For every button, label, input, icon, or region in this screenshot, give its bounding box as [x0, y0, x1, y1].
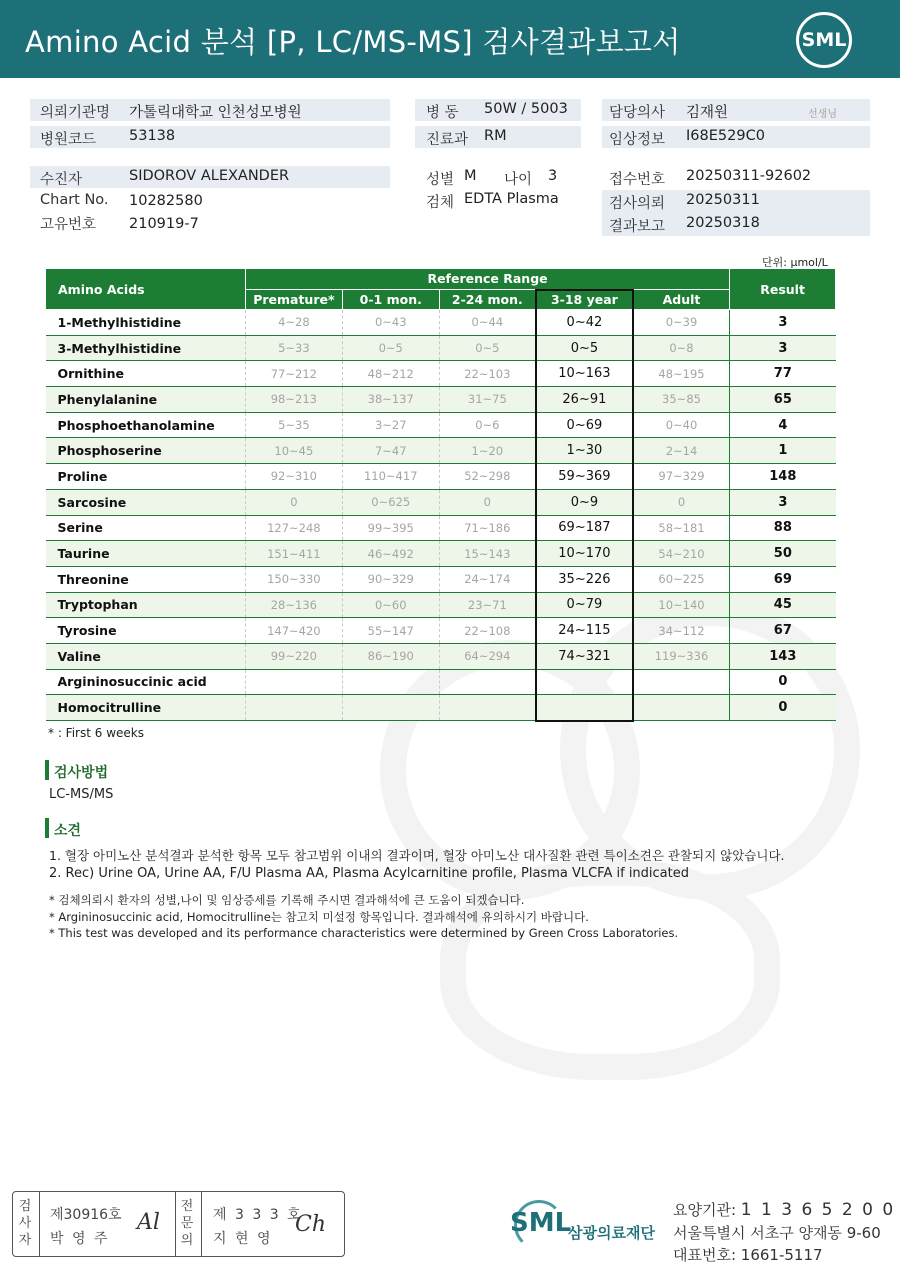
- col-reference-range: Reference Range: [245, 269, 729, 290]
- cell-ref-0-1-mon: 0~43: [342, 310, 439, 336]
- table-row: [46, 464, 836, 490]
- cell-ref-premature: [245, 669, 342, 695]
- cell-ref-0-1-mon: 0~60: [342, 592, 439, 618]
- cell-ref-3-18-year: 26~91: [536, 387, 633, 413]
- cell-ref-3-18-year: 0~42: [536, 310, 633, 336]
- signature-box: [12, 1191, 345, 1257]
- cell-ref-premature: [245, 695, 342, 721]
- specialist-name: 지 현 영: [213, 1231, 273, 1247]
- cell-result: 77: [730, 361, 836, 387]
- hospital-code-label: 병원코드: [40, 132, 97, 148]
- cell-result: 3: [730, 335, 836, 361]
- unique-no-label: 고유번호: [40, 217, 97, 233]
- ward-value: 50W / 5003: [484, 101, 568, 117]
- cell-result: 67: [730, 618, 836, 644]
- cell-ref-2-24-mon: 0: [439, 489, 536, 515]
- cell-name: Phosphoserine: [46, 438, 246, 464]
- cell-result: 0: [730, 669, 836, 695]
- table-row: [46, 438, 836, 464]
- cell-ref-2-24-mon: 0~5: [439, 335, 536, 361]
- sex-value: M: [464, 168, 477, 184]
- cell-ref-adult: 0: [633, 489, 730, 515]
- cell-ref-0-1-mon: 110~417: [342, 464, 439, 490]
- report-date-value: 20250318: [686, 215, 760, 231]
- cell-name: Phosphoethanolamine: [46, 412, 246, 438]
- footer-org-name: 삼광의료재단: [568, 1224, 655, 1242]
- col-premature: Premature*: [245, 290, 342, 310]
- cell-ref-premature: 92~310: [245, 464, 342, 490]
- cell-result: 69: [730, 566, 836, 592]
- cell-ref-0-1-mon: 38~137: [342, 387, 439, 413]
- request-label: 검사의뢰: [609, 196, 666, 212]
- cell-ref-premature: 77~212: [245, 361, 342, 387]
- cell-name: Argininosuccinic acid: [46, 669, 246, 695]
- divider: [175, 1192, 176, 1256]
- method-text: LC-MS/MS: [49, 787, 114, 802]
- doctor-value: 김재원: [686, 105, 729, 121]
- table-row: [46, 592, 836, 618]
- cell-ref-3-18-year: [536, 669, 633, 695]
- table-row: [46, 489, 836, 515]
- cell-ref-0-1-mon: 7~47: [342, 438, 439, 464]
- cell-ref-2-24-mon: 22~108: [439, 618, 536, 644]
- col-amino-acids: Amino Acids: [46, 269, 246, 310]
- sml-logo: [796, 12, 852, 68]
- cell-ref-adult: 35~85: [633, 387, 730, 413]
- cell-ref-premature: 151~411: [245, 541, 342, 567]
- table-row: [46, 669, 836, 695]
- report-title: Amino Acid 분석 [P, LC/MS-MS] 검사결과보고서: [25, 25, 681, 59]
- cell-ref-2-24-mon: 52~298: [439, 464, 536, 490]
- cell-ref-adult: 54~210: [633, 541, 730, 567]
- request-value: 20250311: [686, 192, 760, 208]
- cell-ref-adult: 0~40: [633, 412, 730, 438]
- specialist-number: 제 3 3 3 호: [213, 1207, 303, 1223]
- cell-ref-0-1-mon: 55~147: [342, 618, 439, 644]
- footer-address: 서울특별시 서초구 양재동 9-60: [673, 1224, 881, 1242]
- cell-name: Valine: [46, 643, 246, 669]
- cell-ref-premature: 5~33: [245, 335, 342, 361]
- examiner-label: 검 사 자: [18, 1199, 32, 1248]
- cell-ref-0-1-mon: 90~329: [342, 566, 439, 592]
- receipt-value: 20250311-92602: [686, 168, 812, 184]
- cell-ref-adult: 2~14: [633, 438, 730, 464]
- footer-phone: 1661-5117: [740, 1246, 823, 1264]
- table-row: [46, 541, 836, 567]
- cell-result: 143: [730, 643, 836, 669]
- note-1: * 검체의뢰시 환자의 성별,나이 및 임상증세를 기록해 주시면 결과해석에 큰 도움이 되겠습니다.: [49, 893, 525, 907]
- sml-logo-text: SML: [801, 29, 847, 51]
- cell-ref-0-1-mon: 99~395: [342, 515, 439, 541]
- specialist-label: 전 문 의: [180, 1199, 194, 1248]
- cell-ref-adult: 97~329: [633, 464, 730, 490]
- table-row: [46, 361, 836, 387]
- cell-result: 50: [730, 541, 836, 567]
- cell-result: 65: [730, 387, 836, 413]
- opinion-title: 소견: [54, 823, 82, 839]
- cell-name: Ornithine: [46, 361, 246, 387]
- cell-ref-adult: 10~140: [633, 592, 730, 618]
- age-value: 3: [548, 168, 558, 184]
- cell-ref-3-18-year: 35~226: [536, 566, 633, 592]
- opinion-bar: [45, 818, 49, 838]
- cell-ref-3-18-year: 0~69: [536, 412, 633, 438]
- cell-ref-2-24-mon: [439, 695, 536, 721]
- cell-ref-2-24-mon: 64~294: [439, 643, 536, 669]
- cell-name: Homocitrulline: [46, 695, 246, 721]
- cell-ref-3-18-year: 59~369: [536, 464, 633, 490]
- cell-ref-premature: 99~220: [245, 643, 342, 669]
- cell-ref-3-18-year: 0~9: [536, 489, 633, 515]
- cell-name: Taurine: [46, 541, 246, 567]
- institution-label: 의뢰기관명: [40, 105, 111, 121]
- cell-ref-adult: 119~336: [633, 643, 730, 669]
- cell-ref-3-18-year: 1~30: [536, 438, 633, 464]
- cell-ref-0-1-mon: [342, 669, 439, 695]
- table-row: [46, 310, 836, 336]
- cell-result: 88: [730, 515, 836, 541]
- chart-no-value: 10282580: [129, 193, 203, 209]
- ward-label: 병 동: [426, 105, 459, 121]
- table-row: [46, 335, 836, 361]
- cell-result: 148: [730, 464, 836, 490]
- cell-ref-2-24-mon: 15~143: [439, 541, 536, 567]
- cell-ref-3-18-year: 0~5: [536, 335, 633, 361]
- department-label: 진료과: [426, 132, 469, 148]
- cell-name: Tyrosine: [46, 618, 246, 644]
- footer-code-row: [673, 1199, 895, 1220]
- cell-result: 0: [730, 695, 836, 721]
- cell-ref-0-1-mon: 86~190: [342, 643, 439, 669]
- table-row: [46, 412, 836, 438]
- cell-ref-adult: 58~181: [633, 515, 730, 541]
- col-0-1-mon: 0-1 mon.: [342, 290, 439, 310]
- opinion-line-1: 1. 혈장 아미노산 분석결과 분석한 항목 모두 참고범위 이내의 결과이며, 혈장 아미노산 대사질환 관련 특이소견은 관찰되지 않았습니다.: [49, 848, 785, 863]
- cell-ref-3-18-year: 0~79: [536, 592, 633, 618]
- col-adult: Adult: [633, 290, 730, 310]
- cell-name: Phenylalanine: [46, 387, 246, 413]
- cell-name: Threonine: [46, 566, 246, 592]
- examiner-name: 박 영 주: [50, 1231, 110, 1247]
- cell-result: 3: [730, 310, 836, 336]
- cell-ref-0-1-mon: 0~5: [342, 335, 439, 361]
- department-value: RM: [484, 128, 507, 144]
- hospital-code-value: 53138: [129, 128, 176, 144]
- examiner-number: 제30916호: [50, 1207, 122, 1223]
- doctor-suffix: 선생님: [808, 109, 837, 120]
- report-date-label: 결과보고: [609, 219, 666, 235]
- cell-ref-2-24-mon: 0~44: [439, 310, 536, 336]
- cell-ref-2-24-mon: 1~20: [439, 438, 536, 464]
- cell-ref-3-18-year: 69~187: [536, 515, 633, 541]
- clinical-info-value: I68E529C0: [686, 128, 765, 144]
- footer-code-label: 요양기관:: [673, 1201, 737, 1219]
- cell-ref-3-18-year: 24~115: [536, 618, 633, 644]
- cell-ref-0-1-mon: 46~492: [342, 541, 439, 567]
- cell-ref-0-1-mon: 3~27: [342, 412, 439, 438]
- cell-ref-2-24-mon: 31~75: [439, 387, 536, 413]
- col-result: Result: [730, 269, 836, 310]
- cell-name: Sarcosine: [46, 489, 246, 515]
- age-label: 나이: [504, 172, 533, 188]
- cell-name: Serine: [46, 515, 246, 541]
- table-row: [46, 643, 836, 669]
- cell-ref-premature: 0: [245, 489, 342, 515]
- cell-result: 45: [730, 592, 836, 618]
- table-row: [46, 387, 836, 413]
- cell-ref-3-18-year: 10~170: [536, 541, 633, 567]
- cell-ref-2-24-mon: 0~6: [439, 412, 536, 438]
- footer-code: 1 1 3 6 5 2 0 0: [740, 1200, 896, 1220]
- method-title: 검사방법: [54, 765, 109, 781]
- cell-ref-premature: 150~330: [245, 566, 342, 592]
- cell-ref-2-24-mon: 22~103: [439, 361, 536, 387]
- patient-label: 수진자: [40, 172, 83, 188]
- divider: [201, 1192, 202, 1256]
- cell-ref-adult: [633, 669, 730, 695]
- institution-value: 가톨릭대학교 인천성모병원: [129, 105, 302, 121]
- divider: [39, 1192, 40, 1256]
- col-3-18-year: 3-18 year: [536, 290, 633, 310]
- unit-label: 단위: μmol/L: [762, 256, 828, 269]
- method-bar: [45, 760, 49, 780]
- amino-acid-table: [45, 268, 836, 722]
- note-2: * Argininosuccinic acid, Homocitrulline는 참고치 미설정 항목입니다. 결과해석에 유의하시기 바랍니다.: [49, 910, 589, 924]
- note-3: * This test was developed and its performance characteristics were determined by Green Cross Laboratories.: [49, 926, 679, 940]
- col-2-24-mon: 2-24 mon.: [439, 290, 536, 310]
- cell-result: 3: [730, 489, 836, 515]
- sex-label: 성별: [426, 172, 455, 188]
- cell-ref-adult: 48~195: [633, 361, 730, 387]
- cell-ref-2-24-mon: 23~71: [439, 592, 536, 618]
- footer-phone-label: 대표번호:: [673, 1246, 737, 1264]
- doctor-label: 담당의사: [609, 105, 666, 121]
- cell-ref-adult: 34~112: [633, 618, 730, 644]
- clinical-info-label: 임상정보: [609, 132, 666, 148]
- specialist-signature: Ch: [295, 1212, 327, 1237]
- cell-ref-premature: 98~213: [245, 387, 342, 413]
- cell-ref-3-18-year: 10~163: [536, 361, 633, 387]
- cell-name: Tryptophan: [46, 592, 246, 618]
- cell-ref-premature: 5~35: [245, 412, 342, 438]
- specimen-value: EDTA Plasma: [464, 191, 559, 207]
- cell-ref-0-1-mon: [342, 695, 439, 721]
- report-header: [0, 0, 900, 78]
- table-row: [46, 618, 836, 644]
- footer-logo-text: SML: [510, 1208, 572, 1238]
- cell-name: Proline: [46, 464, 246, 490]
- cell-ref-premature: 28~136: [245, 592, 342, 618]
- cell-ref-3-18-year: 74~321: [536, 643, 633, 669]
- cell-ref-adult: 0~8: [633, 335, 730, 361]
- opinion-line-2: 2. Rec) Urine OA, Urine AA, F/U Plasma AA, Plasma Acylcarnitine profile, Plasma VLCFA if indicated: [49, 866, 689, 881]
- table-row: [46, 695, 836, 721]
- table-row: [46, 566, 836, 592]
- cell-ref-adult: [633, 695, 730, 721]
- specimen-label: 검체: [426, 195, 455, 211]
- cell-name: 3-Methylhistidine: [46, 335, 246, 361]
- chart-no-label: Chart No.: [40, 192, 109, 208]
- footer-phone-row: [673, 1244, 823, 1265]
- cell-ref-adult: 60~225: [633, 566, 730, 592]
- cell-ref-3-18-year: [536, 695, 633, 721]
- cell-ref-adult: 0~39: [633, 310, 730, 336]
- cell-ref-premature: 147~420: [245, 618, 342, 644]
- cell-ref-2-24-mon: 71~186: [439, 515, 536, 541]
- footnote: * : First 6 weeks: [48, 726, 144, 740]
- patient-value: SIDOROV ALEXANDER: [129, 168, 290, 184]
- unique-no-value: 210919-7: [129, 216, 199, 232]
- receipt-label: 접수번호: [609, 172, 666, 188]
- cell-ref-2-24-mon: [439, 669, 536, 695]
- cell-ref-2-24-mon: 24~174: [439, 566, 536, 592]
- cell-ref-premature: 10~45: [245, 438, 342, 464]
- cell-ref-0-1-mon: 0~625: [342, 489, 439, 515]
- cell-result: 1: [730, 438, 836, 464]
- cell-ref-premature: 4~28: [245, 310, 342, 336]
- examiner-signature: Al: [137, 1210, 160, 1235]
- cell-ref-premature: 127~248: [245, 515, 342, 541]
- table-row: [46, 515, 836, 541]
- cell-name: 1-Methylhistidine: [46, 310, 246, 336]
- cell-result: 4: [730, 412, 836, 438]
- cell-ref-0-1-mon: 48~212: [342, 361, 439, 387]
